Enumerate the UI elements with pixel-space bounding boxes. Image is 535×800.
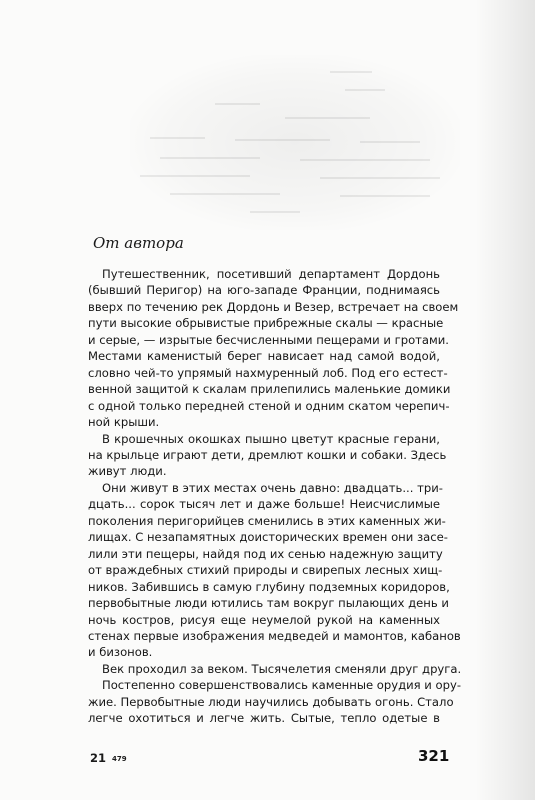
- text-line: (бывший Перигор) на юго-западе Франции, поднимаясь: [88, 283, 440, 298]
- paragraph: [88, 661, 462, 677]
- text-line: венной защитой к скалам прилепились маленькие домики: [88, 382, 451, 397]
- text-line: ников. Забившись в самую глубину подземных коридоров,: [88, 579, 450, 594]
- signature-number: 21: [90, 751, 107, 765]
- text-line: от враждебных стихий природы и свирепых лесных хищ-: [88, 563, 443, 578]
- text-line: Они живут в этих местах очень давно: двадцать... три-: [102, 480, 443, 495]
- section-heading: От автора: [93, 234, 184, 252]
- text-line: и бизонов.: [88, 645, 153, 660]
- text-line: живут люди.: [88, 464, 167, 479]
- text-line: жие. Первобытные люди научились добывать огонь. Стало: [88, 694, 454, 709]
- body-text: [88, 266, 462, 727]
- text-line: Путешественник, посетивший департамент Дордонь: [102, 267, 440, 281]
- text-line: с одной только передней стеной и одним скатом черепич-: [88, 398, 450, 413]
- text-line: поколения перигорийцев сменились в этих каменных жи-: [88, 513, 446, 528]
- text-line: и серые, — изрытые бесчисленными пещерами и гротами.: [88, 332, 449, 347]
- paragraph: [88, 677, 462, 726]
- text-line: словно чей-то упрямый нахмуренный лоб. Под его естест-: [88, 365, 448, 380]
- text-line: легче охотиться и легче жить. Сытые, тепло одетые в: [88, 711, 440, 726]
- page-edge-shadow: [475, 0, 535, 800]
- signature-small-number: 479: [112, 755, 127, 763]
- text-line: лищах. С незапамятных доисторических времен они засе-: [88, 530, 448, 545]
- paragraph: [88, 431, 447, 480]
- text-line: пути высокие обрывистые прибрежные скалы — красные: [88, 316, 444, 331]
- text-line: ночь костров, рисуя еще неумелой рукой на каменных: [88, 612, 440, 627]
- printer-signature: [90, 751, 127, 765]
- text-line: на крыльце играют дети, дремлют кошки и собаки. Здесь: [88, 447, 447, 462]
- text-line: Местами каменистый берег нависает над самой водой,: [88, 349, 440, 364]
- text-line: лили эти пещеры, найдя под их сенью надежную защиту: [88, 546, 443, 561]
- text-line: вверх по течению рек Дордонь и Везер, встречает на своем: [88, 299, 459, 314]
- paragraph: [88, 480, 461, 661]
- text-line: В крошечных окошках пышно цветут красные герани,: [102, 431, 440, 446]
- page-number: 321: [418, 747, 450, 765]
- text-line: стенах первые изображения медведей и мамонтов, кабанов: [88, 628, 461, 643]
- paragraph: [88, 266, 459, 431]
- text-line: дцать... сорок тысяч лет и даже больше! Неисчислимые: [88, 497, 440, 512]
- text-line: Век проходил за веком. Тысячелетия сменяли друг друга.: [102, 661, 462, 676]
- text-line: ной крыши.: [88, 415, 160, 430]
- text-line: первобытные люди ютились там вокруг пылающих день и: [88, 596, 449, 611]
- text-line: Постепенно совершенствовались каменные орудия и ору-: [102, 678, 462, 693]
